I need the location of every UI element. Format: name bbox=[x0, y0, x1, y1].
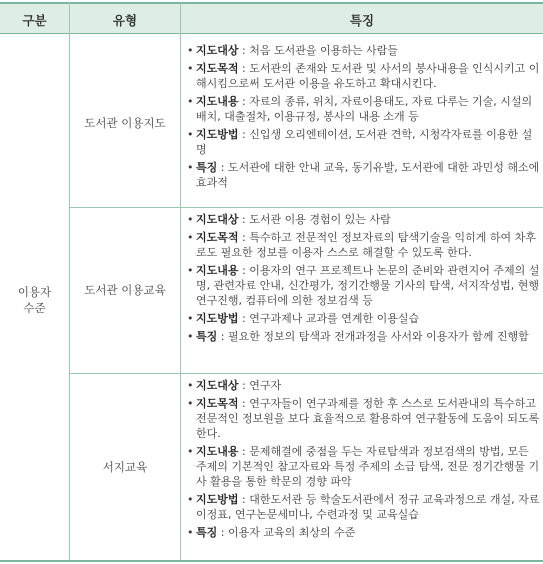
feature-item bbox=[186, 94, 540, 124]
feature-text: : 연구자 bbox=[238, 379, 282, 392]
feature-label: 특징 bbox=[196, 161, 218, 174]
row-divider bbox=[70, 373, 543, 374]
feature-label: 지도대상 bbox=[196, 379, 239, 392]
header-type-label: 유형 bbox=[112, 13, 138, 28]
feature-label: 특징 bbox=[196, 526, 218, 539]
feature-label: 지도목적 bbox=[196, 62, 239, 75]
type-cell: 서지교육 bbox=[102, 460, 148, 474]
feature-list bbox=[186, 378, 540, 543]
bullet: • bbox=[187, 330, 194, 343]
feature-label: 지도목적 bbox=[196, 397, 239, 410]
feature-label: 특징 bbox=[196, 330, 218, 343]
bullet: • bbox=[187, 264, 194, 277]
level-cell: 이용자 수준 bbox=[17, 285, 52, 315]
feature-item bbox=[186, 444, 540, 489]
feature-list bbox=[186, 43, 540, 193]
header-category-label: 구분 bbox=[22, 13, 47, 28]
bullet: • bbox=[187, 231, 194, 244]
feature-item bbox=[186, 396, 540, 441]
feature-item bbox=[186, 43, 540, 58]
bullet: • bbox=[187, 445, 194, 458]
feature-item bbox=[186, 127, 540, 157]
feature-text: : 이용자의 연구 프로젝트나 논문의 준비와 관련지어 주제의 설명, 관련자료 안내, 신간평가, 정기간행물 기사의 탐색, 서지작성법, 현행 연구진행, 컴퓨터에 의한 정보검색 등 bbox=[196, 264, 540, 307]
feature-text: : 문제해결에 중점을 두는 자료탐색과 정보검색의 방법, 모든 주제의 기본적인 참고자료와 특정 주제의 소급 탐색, 전문 정기간행물 기사 활용을 통한 학문의 경향 파악 bbox=[196, 445, 540, 488]
header-feature bbox=[181, 2, 543, 34]
header-category bbox=[0, 2, 69, 34]
bullet: • bbox=[187, 379, 194, 392]
header-feature-label: 특징 bbox=[349, 13, 375, 28]
type-cell: 도서관 이용교육 bbox=[84, 283, 166, 297]
bullet: • bbox=[187, 95, 194, 108]
feature-text: : 도서관 이용 경험이 있는 사람 bbox=[238, 213, 391, 226]
header-type bbox=[70, 2, 180, 34]
feature-list bbox=[186, 212, 540, 347]
feature-label: 지도내용 bbox=[196, 264, 239, 277]
bullet: • bbox=[187, 44, 194, 57]
column-divider bbox=[180, 2, 181, 560]
feature-text: : 이용자 교육의 최상의 수준 bbox=[217, 526, 356, 539]
feature-text: : 처음 도서관을 이용하는 사람들 bbox=[238, 44, 398, 57]
bullet: • bbox=[187, 312, 194, 325]
feature-text: : 도서관에 대한 안내 교육, 동기유발, 도서관에 대한 과민성 해소에 효과적 bbox=[196, 161, 540, 189]
feature-text: : 연구과제나 교과를 연계한 이용실습 bbox=[238, 312, 420, 325]
feature-text: : 특수하고 전문적인 정보자료의 탐색기술을 익히게 하여 차후로도 필요한 정보를 이용자 스스로 해결할 수 있도록 한다. bbox=[196, 231, 536, 259]
column-divider bbox=[69, 2, 70, 560]
feature-item bbox=[186, 61, 540, 91]
feature-item bbox=[186, 311, 540, 326]
feature-item bbox=[186, 263, 540, 308]
bullet: • bbox=[187, 526, 194, 539]
bullet: • bbox=[187, 397, 194, 410]
bullet: • bbox=[187, 161, 194, 174]
bullet: • bbox=[187, 128, 194, 141]
feature-item bbox=[186, 329, 540, 344]
feature-label: 지도목적 bbox=[196, 231, 239, 244]
feature-text: : 도서관의 존재와 도서관 및 사서의 봉사내용을 인식시키고 이해시킴으로써 도서관 이용을 유도하고 확대시킨다. bbox=[196, 62, 540, 90]
bullet: • bbox=[187, 213, 194, 226]
table-bottom-border bbox=[0, 560, 543, 562]
bullet: • bbox=[187, 493, 194, 506]
feature-item bbox=[186, 492, 540, 522]
bullet: • bbox=[187, 62, 194, 75]
feature-text: : 필요한 정보의 탐색과 전개과정을 사서와 이용자가 함께 진행함 bbox=[217, 330, 529, 343]
feature-label: 지도대상 bbox=[196, 213, 239, 226]
feature-label: 지도방법 bbox=[196, 128, 239, 141]
feature-text: : 신입생 오리엔테이션, 도서관 견학, 시청각자료를 이용한 설명 bbox=[196, 128, 533, 156]
type-cell: 도서관 이용지도 bbox=[84, 116, 166, 130]
feature-label: 지도대상 bbox=[196, 44, 239, 57]
feature-label: 지도방법 bbox=[196, 312, 239, 325]
feature-text: : 연구자들이 연구과제를 정한 후 스스로 도서관내의 특수하고 전문적인 정보원을 보다 효율적으로 활용하여 연구활동에 도움이 되도록 한다. bbox=[196, 397, 540, 440]
feature-item bbox=[186, 230, 540, 260]
feature-item bbox=[186, 378, 540, 393]
feature-item bbox=[186, 160, 540, 190]
feature-text: : 대한도서관 등 학술도서관에서 정규 교육과정으로 개설, 자료 이정표, 연구논문세미나, 수련과정 및 교육실습 bbox=[196, 493, 540, 521]
feature-label: 지도내용 bbox=[196, 95, 239, 108]
feature-item bbox=[186, 212, 540, 227]
feature-label: 지도방법 bbox=[196, 493, 239, 506]
feature-item bbox=[186, 525, 540, 540]
feature-text: : 자료의 종류, 위치, 자료이용태도, 자료 다루는 기술, 시설의 배치, 대출절차, 이용규정, 봉사의 내용 소개 등 bbox=[196, 95, 533, 123]
row-divider bbox=[70, 207, 543, 208]
feature-label: 지도내용 bbox=[196, 445, 239, 458]
